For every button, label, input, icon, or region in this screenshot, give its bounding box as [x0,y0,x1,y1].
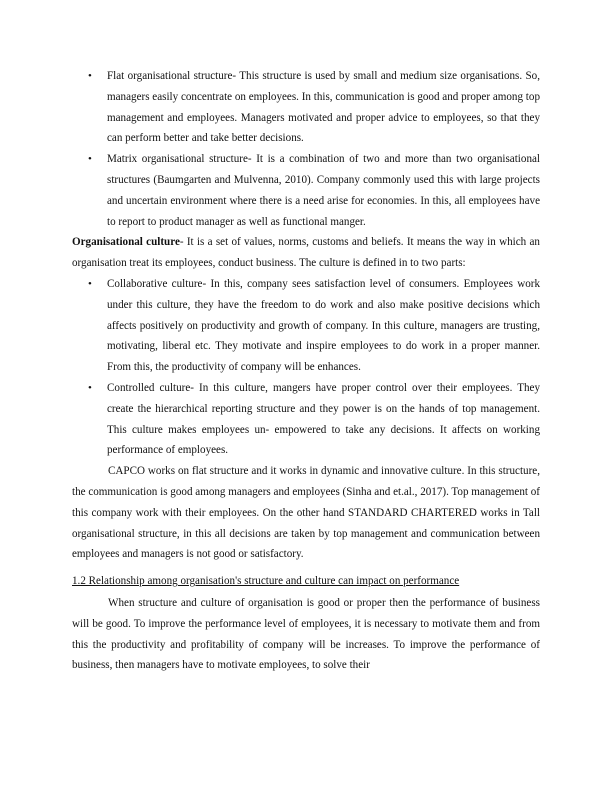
culture-term: Organisational culture [72,236,180,249]
structure-bullet-list [72,66,540,232]
list-item-text: Flat organisational structure- This structure is used by small and medium size organisations. So, managers easily concentrate on employees. In this, communication is good and proper among top management and employees. Managers motivated and proper advice to employees, so that they can perform better and take better decisions. [107,70,540,145]
bullet-icon: • [88,153,92,166]
list-item-text: Collaborative culture- In this, company sees satisfaction level of consumers. Employees work under this culture, they have the freedom to do work and also make positive decisions which affects positively on productivity and growth of company. In this culture, managers are trusting, motivating, liberal etc. They motivate and inspire employees to do work in a proper manner. From this, the productivity of company will be enhances. [107,277,540,374]
capco-paragraph: CAPCO works on flat structure and it works in dynamic and innovative culture. In this structure, the communication is good among managers and employees (Sinha and et.al., 2017). Top management of this company work with their employees. On the other hand STANDARD CHARTERED works in Tall organisational structure, in this all decisions are taken by top management and communication between employees and managers is not good or satisfactory. [72,465,540,561]
list-item [72,274,540,378]
culture-bullet-list [72,274,540,461]
list-item-text: Matrix organisational structure- It is a combination of two and more than two organisational structures (Baumgarten and Mulvenna, 2010). Company commonly used this with large projects and uncertain environment where there is a need arise for economies. In this, all employees have to report to product manager as well as functional manger. [107,153,540,228]
list-item [72,149,540,232]
bullet-icon: • [88,70,92,82]
bullet-icon: • [88,381,92,394]
list-item-text: Controlled culture- In this culture, mangers have proper control over their employees. They create the hierarchical reporting structure and they power is on the hands of top management. This culture makes employees un- empowered to take any decisions. It affects on working performance of employees. [107,381,540,457]
culture-definition: - It is a set of values, norms, customs and beliefs. It means the way in which an organisation treat its employees, conduct business. The culture is defined in to two parts: [72,236,540,270]
section-heading: 1.2 Relationship among organisation's structure and culture can impact on performance [72,575,460,588]
bullet-icon: • [88,277,92,290]
document-body [72,66,540,676]
list-item [72,378,540,461]
culture-paragraph [72,232,540,274]
performance-paragraph: When structure and culture of organisation is good or proper then the performance of business will be good. To improve the performance level of employees, it is necessary to motivate them and from this the productivity and profitability of company will be increases. To improve the performance of business, then managers have to motivate employees, to solve their [72,596,540,672]
list-item [72,66,540,149]
